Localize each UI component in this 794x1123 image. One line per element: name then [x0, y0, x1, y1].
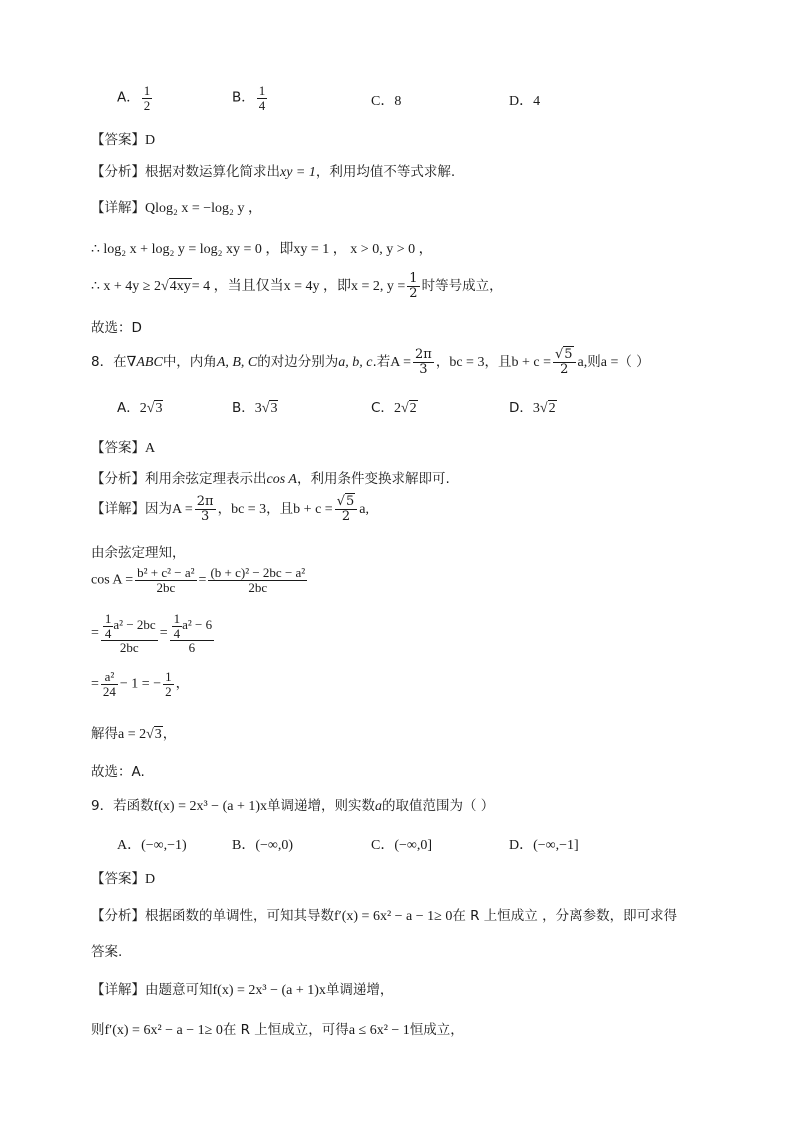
q7-analysis: 【分析】根据对数运算化简求出xy = 1，利用均值不等式求解.	[91, 164, 456, 180]
q7-detail-line-3: ∴ x + 4y ≥ 2√4xy= 4 ，当且仅当x = 4y ，即x = 2, y = $\frac{1}{2}$ 时等号成立，	[91, 271, 503, 301]
q9-option-b: B．(−∞,0)	[232, 838, 294, 853]
q8-step-2: = $\frac{1}{4}$ a² − 2bc 2bc = $\frac{1}{4}$ a² − 6 6	[91, 611, 213, 656]
q9-option-d: D．(−∞,−1]	[509, 838, 579, 853]
q8-cos-intro: 由余弦定理知，	[91, 545, 186, 561]
q9-analysis: 【分析】根据函数的单调性，可知其导数f′(x) = 6x² − a − 1≥ 0在 R 上恒成立 ，分离参数，即可求得	[91, 908, 678, 924]
q8-option-c: C．2√2	[371, 400, 417, 416]
q7-option-d: D．4	[509, 94, 541, 109]
q7-answer: 【答案】D	[91, 132, 156, 148]
q8-analysis: 【分析】利用余弦定理表示出cos A，利用条件变换求解即可.	[91, 471, 450, 487]
q8-option-d: D．3√2	[509, 400, 556, 416]
q8-step-3: = $\frac{\text{a²}}{24}$ − 1 = − $\frac{1}{2}$ ，	[91, 669, 190, 699]
q7-choose: 故选：D	[91, 320, 142, 336]
q8-answer: 【答案】A	[91, 440, 156, 456]
q8-detail-line-1: 【详解】因为A = $\frac{2\pi}{3}$ ，bc = 3，且b + c = $\frac{√5}{2}$ a,	[91, 494, 369, 524]
q9-stem: 9．若函数f(x) = 2x³ − (a + 1)x单调递增，则实数a的取值范围为（ ）	[91, 798, 495, 814]
q8-solve: 解得a = 2√3，	[91, 726, 177, 742]
q8-option-a: A．2√3	[117, 400, 163, 416]
q8-cos-formula: cos A = $\frac{\text{b² + c² − a²}}{2bc}$ = $\frac{\text{(b + c)² − 2bc − a²}}{2bc}$	[91, 565, 306, 595]
q7-option-a: A． $\frac{1}{2}$	[117, 83, 151, 113]
q8-stem: 8．在∇ABC中，内角A, B, C的对边分别为a, b, c.若A = $\frac{2\pi}{3}$ ，bc = 3，且b + c = $\frac{√5}{2}$ a,则a =（ ）	[91, 347, 650, 377]
q9-analysis-cont: 答案.	[91, 944, 123, 960]
q9-detail-line-2: 则f′(x) = 6x² − a − 1≥ 0在 R 上恒成立，可得a ≤ 6x² − 1恒成立，	[91, 1022, 464, 1038]
q7-detail-line-1: 【详解】Qlog₂ x = −log₂ y ，	[91, 200, 262, 216]
q8-option-b: B．3√3	[232, 400, 278, 416]
q8-choose: 故选：A.	[91, 764, 145, 780]
q9-detail-line-1: 【详解】由题意可知f(x) = 2x³ − (a + 1)x单调递增，	[91, 982, 394, 998]
q7-option-c: C．8	[371, 94, 402, 109]
q9-answer: 【答案】D	[91, 871, 156, 887]
q7-option-b: B． $\frac{1}{4}$	[232, 83, 266, 113]
q7-detail-line-2: ∴ log₂ x + log₂ y = log₂ xy = 0 ，即xy = 1 ， x > 0, y > 0 ，	[91, 242, 433, 257]
q9-option-c: C．(−∞,0]	[371, 838, 433, 853]
q9-option-a: A．(−∞,−1)	[117, 838, 187, 853]
